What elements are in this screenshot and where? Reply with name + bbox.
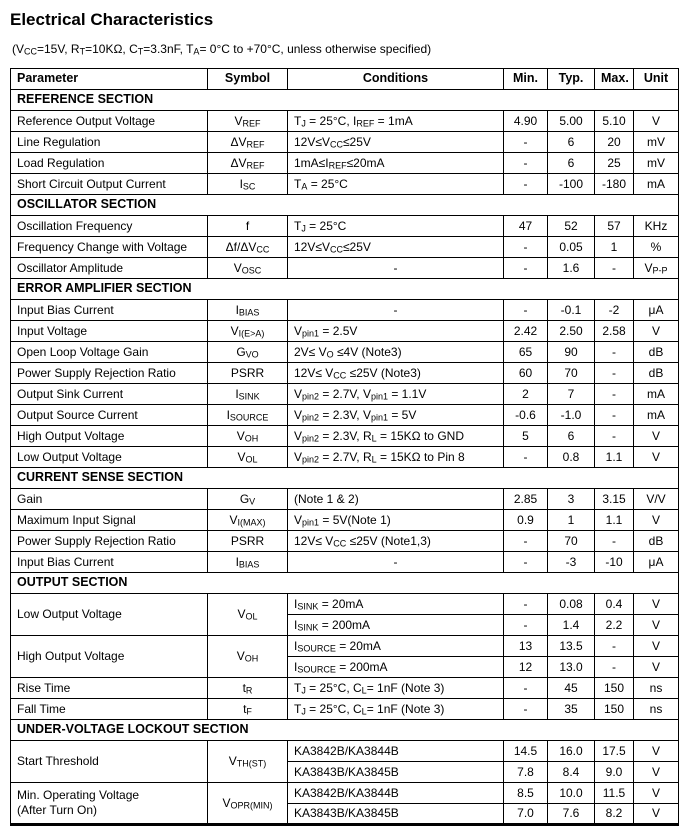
cell-min: -	[504, 132, 548, 153]
cell-conditions: $V_{pin1} = 2.5V$	[288, 321, 504, 342]
cell-symbol: $G_V$	[208, 489, 288, 510]
cell-unit: ns	[634, 678, 679, 699]
cell-min: 2	[504, 384, 548, 405]
cell-typ: 70	[548, 363, 595, 384]
cell-max: -	[595, 636, 634, 657]
cell-parameter: Gain	[11, 489, 208, 510]
cell-typ: 1	[548, 510, 595, 531]
cell-conditions: $T_J = 25^\circ C$, $C_L= 1nF$ (Note 3)	[288, 699, 504, 720]
cell-max: 150	[595, 699, 634, 720]
section-header: ERROR AMPLIFIER SECTION	[11, 279, 679, 300]
cell-parameter: Output Source Current	[11, 405, 208, 426]
cell-max: 1.1	[595, 447, 634, 468]
cell-symbol: $\Delta f/\Delta V_{CC}$	[208, 237, 288, 258]
table-row	[11, 783, 679, 804]
col-header-unit: Unit	[634, 69, 679, 90]
cell-unit: V	[634, 111, 679, 132]
cell-min: 4.90	[504, 111, 548, 132]
col-header-min: Min.	[504, 69, 548, 90]
cell-parameter: High Output Voltage	[11, 636, 208, 678]
cell-unit: %	[634, 237, 679, 258]
electrical-characteristics-table	[10, 68, 679, 826]
cell-typ: 35	[548, 699, 595, 720]
section-header: OUTPUT SECTION	[11, 573, 679, 594]
cell-typ: -0.1	[548, 300, 595, 321]
cell-typ: 3	[548, 489, 595, 510]
section-row	[11, 90, 679, 111]
cell-max: 9.0	[595, 762, 634, 783]
cell-parameter: Rise Time	[11, 678, 208, 699]
cell-max: 150	[595, 678, 634, 699]
cell-min: -	[504, 552, 548, 573]
cell-conditions: $I_{SOURCE} = 200mA$	[288, 657, 504, 678]
cell-symbol: $I_{SINK}$	[208, 384, 288, 405]
cell-unit: mV	[634, 153, 679, 174]
cell-conditions: $1mA\le I_{REF}\le 20mA$	[288, 153, 504, 174]
cell-symbol: $I_{BIAS}$	[208, 300, 288, 321]
table-row	[11, 699, 679, 720]
cell-parameter: Input Bias Current	[11, 552, 208, 573]
page-title: Electrical Characteristics	[10, 10, 214, 29]
cell-typ: 45	[548, 678, 595, 699]
cell-min: -	[504, 237, 548, 258]
cell-unit: dB	[634, 531, 679, 552]
cell-conditions: -	[288, 300, 504, 321]
table-row	[11, 426, 679, 447]
cell-symbol: $V_{OL}$	[208, 447, 288, 468]
cell-parameter: Load Regulation	[11, 153, 208, 174]
cell-conditions: KA3843B/KA3845B	[288, 804, 504, 825]
cell-conditions: $12V\le V_{CC} \le 25V$ (Note3)	[288, 363, 504, 384]
cell-symbol: $V_{TH(ST)}$	[208, 741, 288, 783]
cell-min: -0.6	[504, 405, 548, 426]
cell-typ: 16.0	[548, 741, 595, 762]
col-header-conditions: Conditions	[288, 69, 504, 90]
cell-max: 1	[595, 237, 634, 258]
cell-conditions: $V_{pin2} = 2.3V$, $R_L = 15K\Omega$ to GND	[288, 426, 504, 447]
cell-typ: 6	[548, 153, 595, 174]
cell-conditions: $2V\le V_O \le 4V$ (Note3)	[288, 342, 504, 363]
cell-parameter: Input Bias Current	[11, 300, 208, 321]
cell-max: -180	[595, 174, 634, 195]
cell-max: -	[595, 384, 634, 405]
cell-conditions: KA3843B/KA3845B	[288, 762, 504, 783]
cell-typ: 6	[548, 132, 595, 153]
table-row	[11, 552, 679, 573]
cell-typ: -3	[548, 552, 595, 573]
cell-typ: -100	[548, 174, 595, 195]
col-header-symbol: Symbol	[208, 69, 288, 90]
cell-max: 3.15	[595, 489, 634, 510]
cell-typ: 90	[548, 342, 595, 363]
cell-parameter: Maximum Input Signal	[11, 510, 208, 531]
cell-max: 11.5	[595, 783, 634, 804]
cell-max: 25	[595, 153, 634, 174]
cell-parameter: Short Circuit Output Current	[11, 174, 208, 195]
cell-min: -	[504, 615, 548, 636]
cell-min: -	[504, 531, 548, 552]
test-conditions-note: ($V_{CC}=15V$, $R_T=10K\Omega$, $C_T=3.3nF$, $T_A= 0^\circ C$ to +70°C, unless otherwise specified)	[12, 42, 432, 57]
cell-min: -	[504, 447, 548, 468]
cell-typ: 5.00	[548, 111, 595, 132]
cell-min: -	[504, 258, 548, 279]
cell-parameter: Open Loop Voltage Gain	[11, 342, 208, 363]
cell-symbol: $V_{OSC}$	[208, 258, 288, 279]
cell-unit: dB	[634, 363, 679, 384]
cell-parameter: Power Supply Rejection Ratio	[11, 363, 208, 384]
cell-min: 0.9	[504, 510, 548, 531]
table-row	[11, 384, 679, 405]
cell-min: -	[504, 678, 548, 699]
cell-unit: mV	[634, 132, 679, 153]
cell-symbol: $V_{OL}$	[208, 594, 288, 636]
cell-unit: V	[634, 594, 679, 615]
cell-symbol: $V_{OPR(MIN)}$	[208, 783, 288, 825]
cell-unit: V	[634, 636, 679, 657]
table-row	[11, 111, 679, 132]
cell-max: -	[595, 258, 634, 279]
section-row	[11, 279, 679, 300]
table-row	[11, 594, 679, 615]
cell-typ: -1.0	[548, 405, 595, 426]
cell-symbol: $\Delta V_{REF}$	[208, 132, 288, 153]
cell-unit: V	[634, 657, 679, 678]
cell-max: 8.2	[595, 804, 634, 825]
cell-conditions: $12V\le V_{CC}\le 25V$	[288, 237, 504, 258]
cell-max: 57	[595, 216, 634, 237]
cell-conditions: $T_J = 25^\circ C$	[288, 216, 504, 237]
cell-symbol: f	[208, 216, 288, 237]
cell-typ: 10.0	[548, 783, 595, 804]
cell-unit: V	[634, 762, 679, 783]
cell-symbol: PSRR	[208, 363, 288, 384]
cell-unit: dB	[634, 342, 679, 363]
cell-max: -10	[595, 552, 634, 573]
cell-min: 5	[504, 426, 548, 447]
cell-unit: V	[634, 615, 679, 636]
cell-conditions: $T_A = 25^\circ C$	[288, 174, 504, 195]
cell-min: -	[504, 699, 548, 720]
cell-max: -	[595, 405, 634, 426]
col-header-max: Max.	[595, 69, 634, 90]
table-row	[11, 489, 679, 510]
cell-unit: V	[634, 510, 679, 531]
cell-parameter: Oscillator Amplitude	[11, 258, 208, 279]
header-row	[11, 69, 679, 90]
cell-symbol: $V_{REF}$	[208, 111, 288, 132]
cell-parameter: Output Sink Current	[11, 384, 208, 405]
cell-unit: V	[634, 426, 679, 447]
table-row	[11, 321, 679, 342]
cell-parameter: Oscillation Frequency	[11, 216, 208, 237]
cell-min: 7.0	[504, 804, 548, 825]
cell-typ: 7	[548, 384, 595, 405]
cell-min: 14.5	[504, 741, 548, 762]
cell-parameter: Line Regulation	[11, 132, 208, 153]
table-row	[11, 741, 679, 762]
cell-symbol: $t_F$	[208, 699, 288, 720]
cell-min: 7.8	[504, 762, 548, 783]
cell-max: -2	[595, 300, 634, 321]
cell-conditions: $12V\le V_{CC} \le 25V$ (Note1,3)	[288, 531, 504, 552]
cell-typ: 0.08	[548, 594, 595, 615]
cell-min: -	[504, 594, 548, 615]
cell-typ: 0.8	[548, 447, 595, 468]
cell-min: 65	[504, 342, 548, 363]
cell-unit: V	[634, 783, 679, 804]
cell-typ: 0.05	[548, 237, 595, 258]
col-header-parameter: Parameter	[11, 69, 208, 90]
section-header: REFERENCE SECTION	[11, 90, 679, 111]
cell-min: 60	[504, 363, 548, 384]
cell-symbol: $G_{VO}$	[208, 342, 288, 363]
cell-parameter: Min. Operating Voltage (After Turn On)	[11, 783, 208, 825]
table-row	[11, 258, 679, 279]
cell-max: -	[595, 426, 634, 447]
table-row	[11, 174, 679, 195]
cell-parameter: Start Threshold	[11, 741, 208, 783]
table-row	[11, 678, 679, 699]
section-header: CURRENT SENSE SECTION	[11, 468, 679, 489]
cell-conditions: $I_{SOURCE} = 20mA$	[288, 636, 504, 657]
cell-max: 2.58	[595, 321, 634, 342]
cell-unit: μA	[634, 552, 679, 573]
cell-parameter: Low Output Voltage	[11, 447, 208, 468]
cell-conditions: $T_J = 25^\circ C$, $I_{REF} = 1mA$	[288, 111, 504, 132]
cell-symbol: $I_{SOURCE}$	[208, 405, 288, 426]
cell-symbol: $I_{SC}$	[208, 174, 288, 195]
cell-max: -	[595, 657, 634, 678]
cell-parameter: Low Output Voltage	[11, 594, 208, 636]
table-row	[11, 510, 679, 531]
cell-unit: V/V	[634, 489, 679, 510]
cell-min: 2.42	[504, 321, 548, 342]
cell-typ: 8.4	[548, 762, 595, 783]
table-row	[11, 153, 679, 174]
section-header: UNDER-VOLTAGE LOCKOUT SECTION	[11, 720, 679, 741]
table-body	[11, 90, 679, 825]
table-row	[11, 300, 679, 321]
cell-max: 0.4	[595, 594, 634, 615]
cell-conditions: (Note 1 & 2)	[288, 489, 504, 510]
cell-typ: 6	[548, 426, 595, 447]
table-row	[11, 405, 679, 426]
cell-min: 13	[504, 636, 548, 657]
cell-unit: KHz	[634, 216, 679, 237]
cell-conditions: $V_{pin2} = 2.3V$, $V_{pin1} = 5V$	[288, 405, 504, 426]
table-row	[11, 132, 679, 153]
cell-unit: V	[634, 321, 679, 342]
cell-symbol: $V_{OH}$	[208, 426, 288, 447]
cell-conditions: -	[288, 258, 504, 279]
cell-symbol: $\Delta V_{REF}$	[208, 153, 288, 174]
cell-symbol: $t_R$	[208, 678, 288, 699]
cell-symbol: $I_{BIAS}$	[208, 552, 288, 573]
cell-max: 1.1	[595, 510, 634, 531]
cell-unit: mA	[634, 384, 679, 405]
cell-unit: $V_{P-P}$	[634, 258, 679, 279]
cell-max: 5.10	[595, 111, 634, 132]
cell-parameter: High Output Voltage	[11, 426, 208, 447]
cell-unit: V	[634, 447, 679, 468]
cell-typ: 13.0	[548, 657, 595, 678]
cell-parameter: Input Voltage	[11, 321, 208, 342]
cell-parameter: Reference Output Voltage	[11, 111, 208, 132]
cell-max: 17.5	[595, 741, 634, 762]
cell-conditions: $I_{SINK} = 20mA$	[288, 594, 504, 615]
cell-symbol: $V_{I(MAX)}$	[208, 510, 288, 531]
cell-unit: μA	[634, 300, 679, 321]
col-header-typ: Typ.	[548, 69, 595, 90]
cell-unit: ns	[634, 699, 679, 720]
section-row	[11, 195, 679, 216]
table-row	[11, 342, 679, 363]
cell-typ: 13.5	[548, 636, 595, 657]
cell-min: 8.5	[504, 783, 548, 804]
cell-min: -	[504, 174, 548, 195]
cell-conditions: $V_{pin1}$ = 5V(Note 1)	[288, 510, 504, 531]
table-row	[11, 237, 679, 258]
cell-conditions: $V_{pin2} = 2.7V$, $V_{pin1} = 1.1V$	[288, 384, 504, 405]
cell-typ: 7.6	[548, 804, 595, 825]
cell-max: -	[595, 363, 634, 384]
table-row	[11, 447, 679, 468]
cell-parameter: Fall Time	[11, 699, 208, 720]
cell-min: -	[504, 300, 548, 321]
cell-conditions: KA3842B/KA3844B	[288, 783, 504, 804]
section-row	[11, 720, 679, 741]
cell-conditions: $I_{SINK} = 200mA$	[288, 615, 504, 636]
cell-min: 2.85	[504, 489, 548, 510]
cell-max: 20	[595, 132, 634, 153]
table-row	[11, 363, 679, 384]
cell-min: 12	[504, 657, 548, 678]
table-row	[11, 636, 679, 657]
cell-typ: 2.50	[548, 321, 595, 342]
cell-symbol: $V_{OH}$	[208, 636, 288, 678]
cell-parameter: Power Supply Rejection Ratio	[11, 531, 208, 552]
cell-conditions: $12V\le V_{CC}\le 25V$	[288, 132, 504, 153]
table-row	[11, 216, 679, 237]
cell-typ: 52	[548, 216, 595, 237]
section-row	[11, 573, 679, 594]
section-header: OSCILLATOR SECTION	[11, 195, 679, 216]
table-row	[11, 531, 679, 552]
cell-unit: V	[634, 741, 679, 762]
cell-conditions: KA3842B/KA3844B	[288, 741, 504, 762]
cell-conditions: $V_{pin2} = 2.7V$, $R_L = 15K\Omega$ to Pin 8	[288, 447, 504, 468]
section-row	[11, 468, 679, 489]
cell-symbol: PSRR	[208, 531, 288, 552]
cell-max: -	[595, 531, 634, 552]
cell-conditions: $T_J = 25^\circ C$, $C_L= 1nF$ (Note 3)	[288, 678, 504, 699]
cell-typ: 1.6	[548, 258, 595, 279]
cell-min: 47	[504, 216, 548, 237]
cell-conditions: -	[288, 552, 504, 573]
cell-max: -	[595, 342, 634, 363]
cell-parameter: Frequency Change with Voltage	[11, 237, 208, 258]
cell-unit: mA	[634, 174, 679, 195]
cell-typ: 70	[548, 531, 595, 552]
cell-min: -	[504, 153, 548, 174]
cell-unit: mA	[634, 405, 679, 426]
cell-unit: V	[634, 804, 679, 825]
cell-max: 2.2	[595, 615, 634, 636]
cell-symbol: $V_{I(E>A)}$	[208, 321, 288, 342]
cell-typ: 1.4	[548, 615, 595, 636]
